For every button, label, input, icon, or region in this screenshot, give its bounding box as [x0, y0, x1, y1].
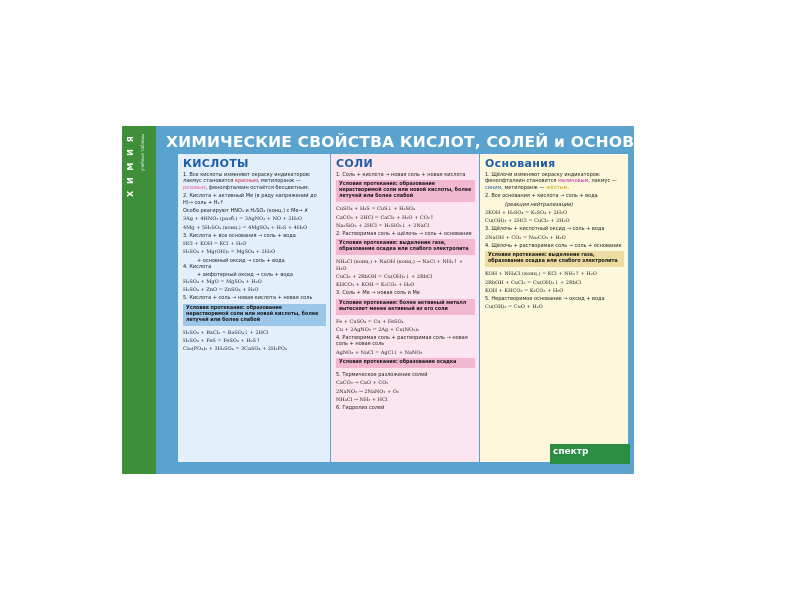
equation: 3Ag + 4HNO₃ (разб.) = 3AgNO₃ + NO + 2H₂O [183, 216, 303, 223]
equation: H₂SO₄ + FeS = FeSO₄ + H₂S↑ [183, 337, 261, 344]
poster [122, 126, 686, 474]
equation: Fe + CuSO₄ = Cu + FeSO₄ [336, 318, 404, 325]
condition-box: Условия протекания: выделение газа, образование осадка или слабого электролита [336, 239, 475, 255]
equation: HCl + KOH = KCl + H₂O [183, 241, 247, 248]
equation: 2KOH + H₂SO₄ = K₂SO₄ + 2H₂O [485, 210, 568, 217]
condition-box: Условия протекания: образование нерастворимой соли или новой кислоты, более летучей или более слабой [183, 304, 326, 326]
subject-sidebar [122, 126, 156, 474]
salts-item-2: 2. Растворимая соль + щёлочь → соль + основание [336, 231, 472, 238]
equation: H₂SO₄ + Mg(OH)₂ = MgSO₄ + 2H₂O [183, 249, 276, 256]
acids-item-4: 4. Кислота [183, 264, 212, 271]
acids-column [178, 154, 330, 462]
acids-item-2: 2. Кислота + активный Ме (в ряду напряжений до Н)→ соль + Н₂↑ [183, 193, 317, 206]
publisher-logo-text: спектр [553, 447, 589, 457]
salts-column [331, 154, 479, 462]
acids-item-2-note: Особо реагируют HNO₃ и H₂SO₄ (конц.) с Ме→ ✗ [183, 208, 309, 215]
salts-item-6: 6. Гидролиз солей [336, 405, 385, 412]
bases-column [480, 154, 628, 462]
equation: KOH + KHCO₃ = K₂CO₃ + H₂O [485, 287, 564, 294]
equation: 2RbOH + CuCl₂ = Cu(OH)₂↓ + 2RbCl [485, 279, 582, 286]
acids-item-4-branch-b: + амфотерный оксид → соль + вода [197, 272, 293, 279]
equation: 4Mg + 5H₂SO₄ (конц.) = 4MgSO₄ + H₂S + 4H₂O [183, 224, 308, 231]
bases-item-2: 2. Все основания + кислота → соль + вода [485, 193, 598, 200]
equation: CuCl₂ + 2RbOH = Cu(OH)₂↓ + 2RbCl [336, 273, 433, 280]
salts-heading: СОЛИ [336, 157, 373, 170]
condition-box: Условия протекания: выделение газа, образование осадка или слабого электролита [485, 251, 624, 267]
bases-item-3: 3. Щёлочь + кислотный оксид → соль + вода [485, 226, 605, 233]
equation: Cu + 2AgNO₃ = 2Ag + Cu(NO₃)₂ [336, 326, 420, 333]
equation: CaCO₃ → CaO + CO₂ [336, 380, 389, 387]
acids-heading: КИСЛОТЫ [183, 157, 249, 170]
equation: 2NaOH + CO₂ = Na₂CO₃ + H₂O [485, 234, 566, 241]
equation: Na₂SiO₃ + 2HCl = H₂SiO₃↓ + 2NaCl [336, 222, 430, 229]
subject-subtitle: учебные таблицы [140, 134, 145, 172]
poster-header [156, 126, 686, 154]
condition-box: Условия протекания: более активный металл вытесняет менее активный из его соли [336, 299, 475, 315]
publisher-logo [550, 444, 630, 464]
equation: Cu(OH)₂ + 2HCl = CuCl₂ + 2H₂O [485, 218, 570, 225]
bases-heading: Основания [485, 157, 556, 170]
equation: KOH + NH₄Cl (конц.) = KCl + NH₃↑ + H₂O [485, 271, 597, 278]
equation: NH₄Cl (конц.) + NaOH (конц.) → NaCl + NH₃↑ + H₂O [336, 259, 464, 272]
equation: CaCO₃ + 2HCl = CaCl₂ + H₂O + CO₂↑ [336, 214, 434, 221]
equation: KHCO₃ + KOH = K₂CO₃ + H₂O [336, 282, 415, 289]
salts-item-4: 4. Растворимая соль + растворимая соль → новая соль + новая соль [336, 335, 468, 348]
condition-box: Условия протекания: образование осадка [336, 358, 475, 368]
salts-item-5: 5. Термическое разложение солей [336, 372, 428, 379]
subject-title: Х И М И Я [126, 134, 135, 197]
bases-item-2-sub: (реакция нейтрализации) [505, 201, 574, 208]
equation: H₂SO₄ + MgO = MgSO₄ + H₂O [183, 278, 262, 285]
acids-item-5: 5. Кислота + соль → новая кислота + новая соль [183, 295, 313, 302]
equation: NH₄Cl → NH₃ + HCl [336, 396, 388, 403]
bases-item-4: 4. Щёлочь + растворимая соль → соль + основание [485, 243, 622, 250]
salts-item-1: 1. Соль + кислота → новая соль + новая кислота [336, 172, 466, 178]
acids-item-3: 3. Кислота + все основания → соль + вода [183, 232, 296, 239]
equation: Cu(OH)₂ = CuO + H₂O [485, 304, 543, 311]
condition-box: Условия протекания: образование нерастворимой соли или новой кислоты, более летучей или более слабой [336, 180, 475, 202]
acids-indicator-item: 1. Все кислоты изменяют окраску индикаторов: лакмус становится красным, метилоранж — розовым, фенолфталеин остаётся бесцветным. [183, 172, 311, 191]
equation: H₂SO₄ + BaCl₂ = BaSO₄↓ + 2HCl [183, 329, 269, 336]
bases-item-5: 5. Нерастворимое основание → оксид + вода [485, 296, 605, 303]
page-title: ХИМИЧЕСКИЕ СВОЙСТВА КИСЛОТ, СОЛЕЙ и ОСНОВАНИЙ [166, 133, 686, 151]
salts-item-3: 3. Соль + Ме → новая соль и Ме [336, 290, 420, 297]
equation: AgNO₃ + NaCl = AgCl↓ + NaNO₃ [336, 349, 423, 356]
equation: H₂SO₄ + ZnO = ZnSO₄ + H₂O [183, 287, 259, 294]
acids-item-4-branch-a: + основный оксид → соль + вода [197, 257, 285, 264]
equation: 2NaNO₃ → 2NaNO₂ + O₂ [336, 388, 399, 395]
equation: CuSO₄ + H₂S = CuS↓ + H₂SO₄ [336, 206, 416, 213]
bases-indicator-item: 1. Щёлочи изменяют окраску индикаторов: фенолфталеин становится малиновым, лакмус — синим, метилоранж — жёлтым. [485, 172, 617, 191]
equation: Ca₃(PO₄)₂ + 3H₂SO₄ = 3CaSO₄ + 2H₃PO₄ [183, 346, 287, 353]
